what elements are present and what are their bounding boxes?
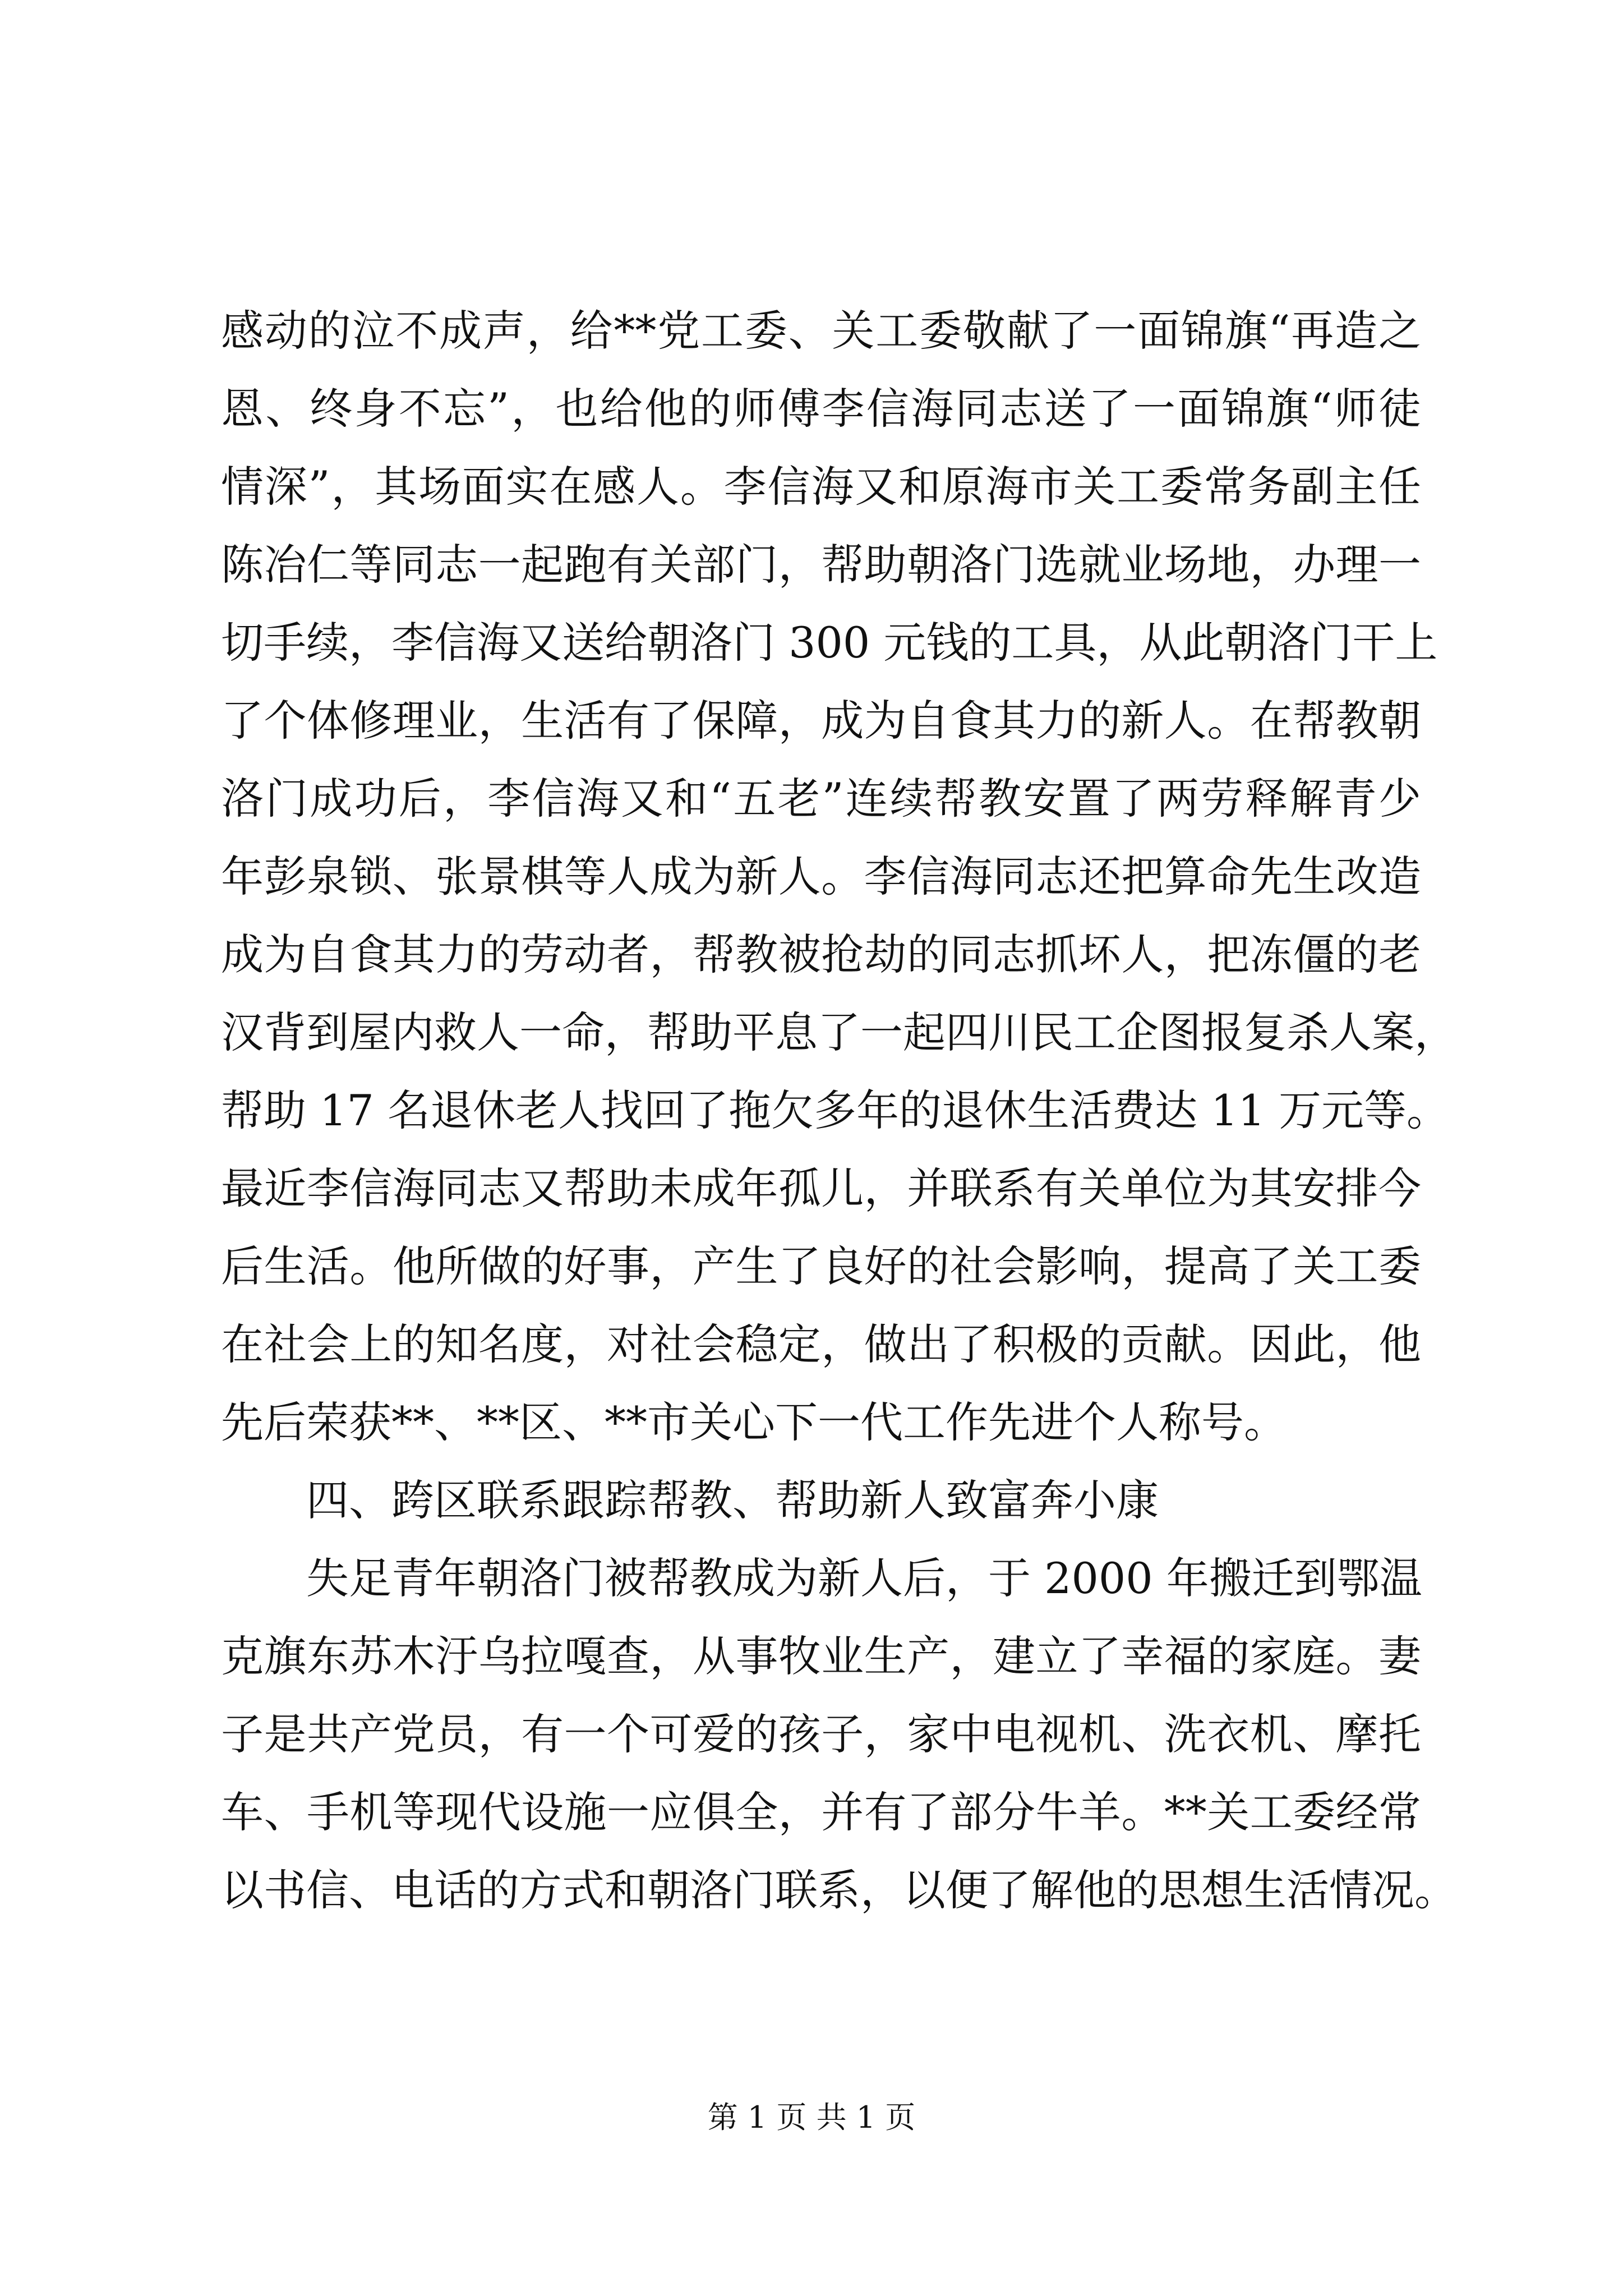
text-line: 年彭泉锁、张景棋等人成为新人。李信海同志还把算命先生改造 (221, 852, 1421, 901)
text-line: 了个体修理业，生活有了保障，成为自食其力的新人。在帮教朝 (221, 696, 1421, 746)
text-line: 后生活。他所做的好事，产生了良好的社会影响，提高了关工委 (221, 1241, 1421, 1291)
text-line: 帮助 17 名退休老人找回了拖欠多年的退休生活费达 11 万元等。 (221, 1085, 1450, 1135)
text-line: 感动的泣不成声，给**党工委、关工委敬献了一面锦旗“再造之 (221, 306, 1421, 356)
text-line: 克旗东苏木汙乌拉嘎查，从事牧业生产，建立了幸福的家庭。妻 (221, 1631, 1421, 1681)
text-line: 陈冶仁等同志一起跑有关部门，帮助朝洛门选就业场地，办理一 (221, 540, 1421, 590)
text-line: 先后荣获**、**区、**市关心下一代工作先进个人称号。 (221, 1397, 1287, 1447)
text-line: 成为自食其力的劳动者，帮教被抢劫的同志抓坏人，把冻僵的老 (221, 930, 1421, 979)
text-line: 失足青年朝洛门被帮教成为新人后，于 2000 年搬迁到鄂温 (306, 1553, 1422, 1603)
text-line: 恩、终身不忘”，也给他的师傅李信海同志送了一面锦旗“师徒 (221, 384, 1421, 434)
body-text (221, 292, 1457, 1929)
text-line: 在社会上的知名度，对社会稳定，做出了积极的贡献。因此，他 (221, 1319, 1421, 1369)
page-footer: 第 1 页 共 1 页 (707, 2100, 916, 2135)
text-line: 情深”，其场面实在感人。李信海又和原海市关工委常务副主任 (221, 462, 1421, 512)
text-line: 切手续，李信海又送给朝洛门 300 元钱的工具，从此朝洛门干上 (221, 618, 1438, 668)
text-line: 洛门成功后，李信海又和“五老”连续帮教安置了两劳释解青少 (221, 774, 1421, 823)
text-line: 以书信、电话的方式和朝洛门联系，以便了解他的思想生活情况。 (221, 1865, 1457, 1915)
text-line: 汉背到屋内救人一命，帮助平息了一起四川民工企图报复杀人案， (221, 1007, 1457, 1057)
text-line: 子是共产党员，有一个可爱的孩子，家中电视机、洗衣机、摩托 (221, 1709, 1421, 1759)
text-line: 车、手机等现代设施一应俱全，并有了部分牛羊。**关工委经常 (221, 1787, 1421, 1837)
section-heading: 四、跨区联系跟踪帮教、帮助新人致富奔小康 (306, 1475, 1159, 1525)
text-line: 最近李信海同志又帮助未成年孤儿，并联系有关单位为其安排今 (221, 1163, 1421, 1213)
